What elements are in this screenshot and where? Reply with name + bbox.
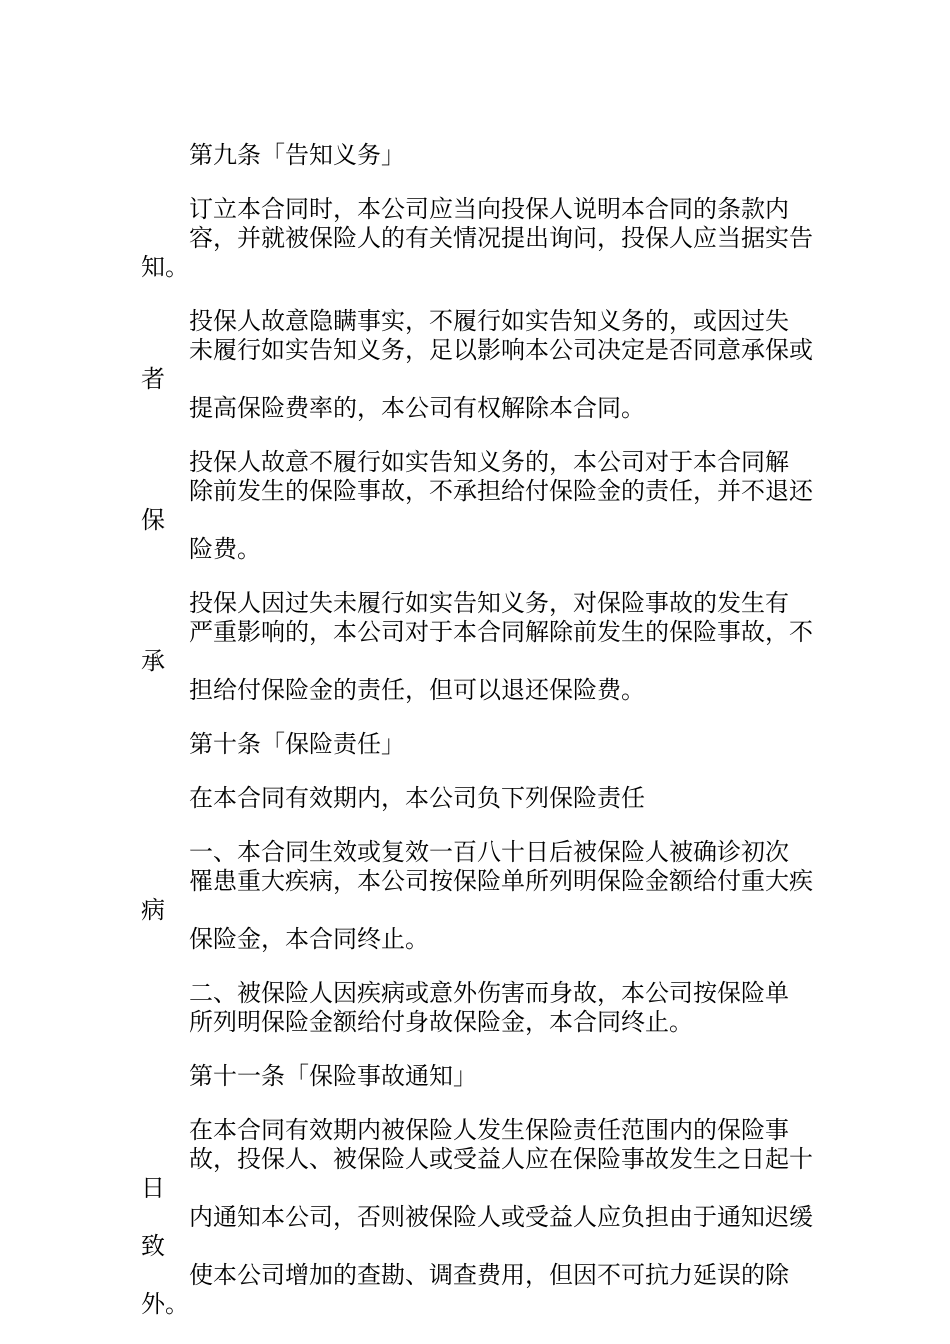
- text-line: 容，并就被保险人的有关情况提出询问，投保人应当据实告知。: [141, 224, 813, 281]
- text-line: 险费。: [189, 535, 261, 563]
- text-line: 投保人故意隐瞒事实，不履行如实告知义务的，或因过失: [189, 307, 789, 335]
- text-line: 担给付保险金的责任，但可以退还保险费。: [189, 676, 645, 704]
- text-line: 保险金，本合同终止。: [189, 925, 429, 953]
- text-line: 除前发生的保险事故，不承担给付保险金的责任，并不退还保: [141, 477, 813, 534]
- article-10-heading: [141, 730, 831, 759]
- text-line: 罹患重大疾病，本公司按保险单所列明保险金额给付重大疾病: [141, 867, 813, 924]
- document-body: [141, 141, 831, 1344]
- text-line: 投保人故意不履行如实告知义务的，本公司对于本合同解: [189, 448, 789, 476]
- text-line: 一、本合同生效或复效一百八十日后被保险人被确诊初次: [189, 838, 789, 866]
- text-line: 投保人因过失未履行如实告知义务，对保险事故的发生有: [189, 589, 789, 617]
- text-line: 严重影响的，本公司对于本合同解除前发生的保险事故，不承: [141, 618, 813, 675]
- text-line: 使本公司增加的查勘、调查费用，但因不可抗力延误的除外。: [141, 1261, 789, 1318]
- text-line: 故，投保人、被保险人或受益人应在保险事故发生之日起十日: [141, 1145, 813, 1202]
- article-9-paragraph-4: [141, 589, 831, 705]
- text-line: 内通知本公司，否则被保险人或受益人应负担由于通知迟缓致: [141, 1203, 813, 1260]
- text-line: 所列明保险金额给付身故保险金，本合同终止。: [189, 1008, 693, 1036]
- article-11-paragraph-1: [141, 1116, 831, 1319]
- article-10-item-2: [141, 979, 831, 1037]
- article-9-paragraph-2: [141, 307, 831, 423]
- text-line: 第九条「告知义务」: [189, 141, 405, 169]
- text-line: 订立本合同时，本公司应当向投保人说明本合同的条款内: [189, 195, 789, 223]
- article-10-paragraph-1: [141, 784, 831, 813]
- text-line: 在本合同有效期内被保险人发生保险责任范围内的保险事: [189, 1116, 789, 1144]
- article-9-paragraph-3: [141, 448, 831, 564]
- article-11-heading: [141, 1062, 831, 1091]
- text-line: 第十一条「保险事故通知」: [189, 1062, 477, 1090]
- text-line: 第十条「保险责任」: [189, 730, 405, 758]
- article-9-heading: [141, 141, 831, 170]
- article-10-item-1: [141, 838, 831, 954]
- text-line: 在本合同有效期内，本公司负下列保险责任: [189, 784, 645, 812]
- text-line: 提高保险费率的，本公司有权解除本合同。: [189, 394, 645, 422]
- text-line: 二、被保险人因疾病或意外伤害而身故，本公司按保险单: [189, 979, 789, 1007]
- text-line: 未履行如实告知义务，足以影响本公司决定是否同意承保或者: [141, 336, 813, 393]
- article-9-paragraph-1: [141, 195, 831, 282]
